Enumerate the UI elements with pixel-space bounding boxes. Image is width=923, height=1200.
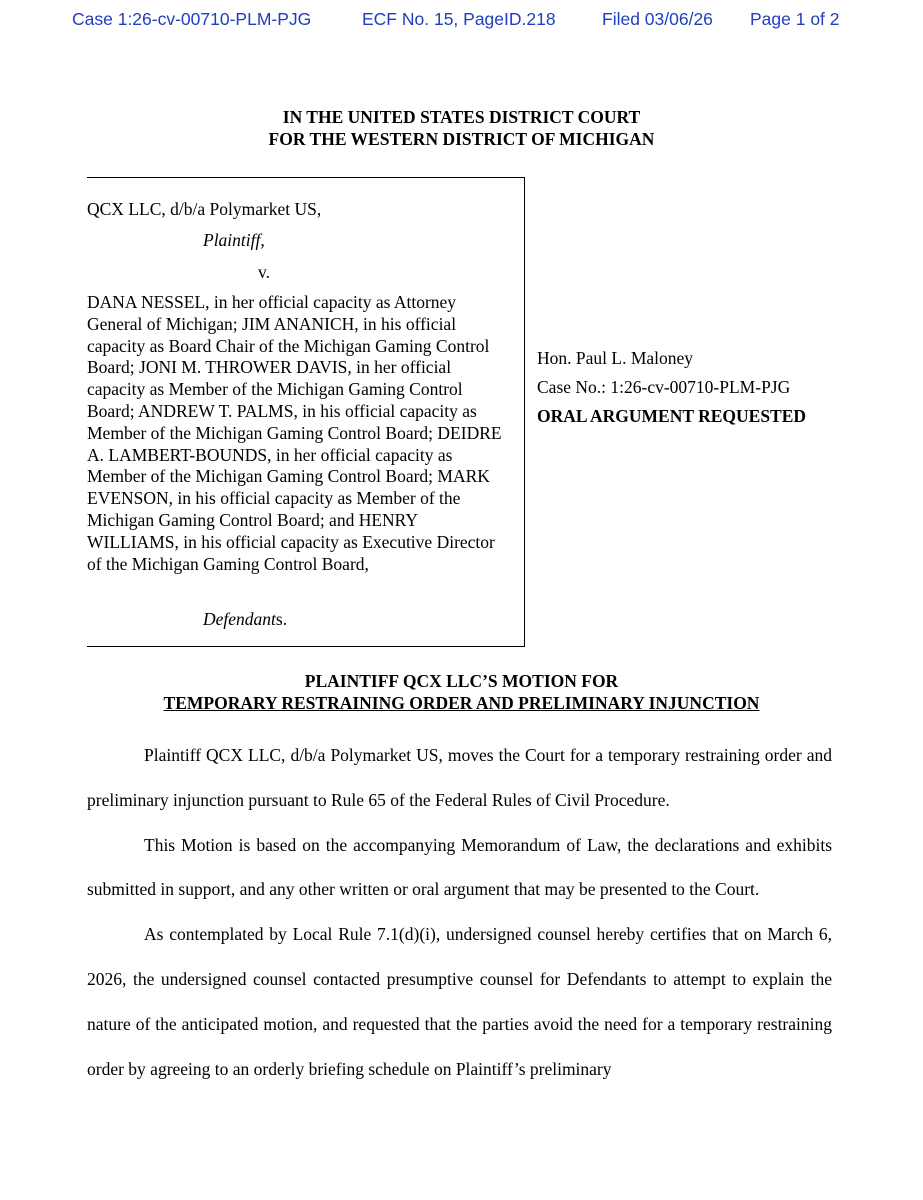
plaintiff-name: QCX LLC, d/b/a Polymarket US,	[87, 199, 322, 219]
defendants-role	[203, 609, 287, 630]
ecf-page-count: Page 1 of 2	[750, 9, 840, 29]
ecf-filed-date: Filed 03/06/26	[602, 9, 713, 29]
paragraph-2: This Motion is based on the accompanying Memorandum of Law, the declarations and exhibits submitted in support, and any other written or oral argument that may be presented to the Court.	[87, 834, 832, 900]
case-info	[537, 344, 806, 431]
court-heading	[0, 106, 923, 150]
paragraph-1: Plaintiff QCX LLC, d/b/a Polymarket US, moves the Court for a temporary restraining order and preliminary injunction pursuant to Rule 65 of the Federal Rules of Civil Procedure.	[87, 745, 832, 810]
motion-title-line-1: PLAINTIFF QCX LLC’S MOTION FOR	[304, 671, 619, 691]
plaintiff-role: Plaintiff,	[203, 230, 265, 250]
ecf-case-number: Case 1:26-cv-00710-PLM-PJG	[72, 9, 312, 29]
court-line-1: IN THE UNITED STATES DISTRICT COURT	[282, 107, 641, 127]
motion-title	[0, 670, 923, 714]
court-line-2: FOR THE WESTERN DISTRICT OF MICHIGAN	[268, 129, 655, 149]
defendants-role-suffix: s.	[275, 609, 288, 629]
defendants-list: DANA NESSEL, in her official capacity as Attorney General of Michigan; JIM ANANICH, in his official capacity as Board Chair of the Michigan Gaming Control Board; JONI M. THROWER DAVIS, in her official capacity as Member of the Michigan Gaming Control Board; ANDREW T. PALMS, in his official capacity as Member of the Michigan Gaming Control Board; DEIDRE A. LAMBERT-BOUNDS, in her official capacity as Member of the Michigan Gaming Control Board; MARK EVENSON, in his official capacity as Member of the Michigan Gaming Control Board; and HENRY WILLIAMS, in his official capacity as Executive Director of the Michigan Gaming Control Board,	[87, 292, 502, 574]
ecf-number: ECF No. 15, PageID.218	[362, 9, 556, 29]
versus: v.	[258, 262, 270, 282]
case-number: Case No.: 1:26-cv-00710-PLM-PJG	[537, 377, 791, 397]
case-caption-box	[87, 177, 525, 647]
motion-title-line-2: TEMPORARY RESTRAINING ORDER AND PRELIMINARY INJUNCTION	[163, 693, 760, 713]
defendants-role-italic: Defendant	[203, 609, 276, 629]
oral-argument-request: ORAL ARGUMENT REQUESTED	[537, 406, 807, 426]
motion-body	[87, 733, 832, 1091]
judge-name: Hon. Paul L. Maloney	[537, 348, 694, 368]
paragraph-3: As contemplated by Local Rule 7.1(d)(i), undersigned counsel hereby certifies that on March 6, 2026, the undersigned counsel contacted presumptive counsel for Defendants to attempt to explain the nature of the anticipated motion, and requested that the parties avoid the need for a temporary restraining order by agreeing to an orderly briefing schedule on Plaintiff’s preliminary	[87, 924, 832, 1079]
